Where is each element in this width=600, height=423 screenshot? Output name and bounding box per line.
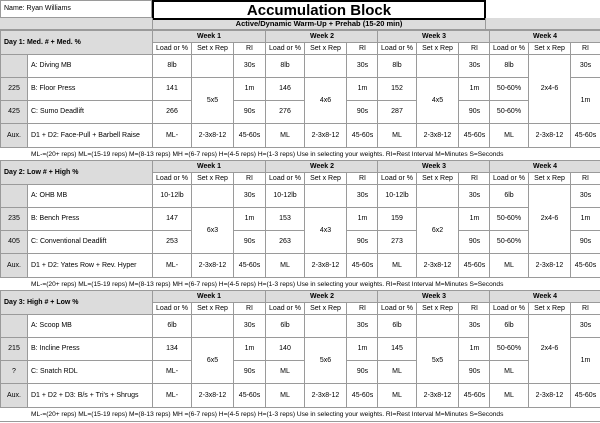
- column-subheader[interactable]: Set x Rep: [528, 172, 571, 185]
- column-subheader[interactable]: RI: [233, 42, 266, 55]
- column-subheader[interactable]: Set x Rep: [416, 42, 459, 55]
- max-number[interactable]: 405: [0, 230, 28, 254]
- load-cell[interactable]: 50-60%: [489, 230, 529, 254]
- setrep-cell[interactable]: 5x5: [191, 77, 234, 124]
- max-number[interactable]: 225: [0, 77, 28, 101]
- rest-cell[interactable]: 30s: [233, 314, 266, 338]
- column-subheader[interactable]: RI: [458, 172, 491, 185]
- load-cell[interactable]: 263: [265, 230, 305, 254]
- setrep-cell[interactable]: 6x3: [191, 207, 234, 254]
- rest-cell[interactable]: 30s: [346, 184, 379, 208]
- aux-exercise-name[interactable]: D1 + D2 + D3: B/s + Tri's + Shrugs: [27, 383, 153, 408]
- aux-cell[interactable]: 45-60s: [233, 253, 266, 278]
- rest-cell[interactable]: 1m: [346, 77, 379, 101]
- column-subheader[interactable]: RI: [346, 42, 379, 55]
- rest-cell[interactable]: 90s: [458, 230, 491, 254]
- rest-cell[interactable]: 30s: [458, 314, 491, 338]
- load-cell[interactable]: 50-60%: [489, 207, 529, 231]
- column-subheader[interactable]: Load or %: [152, 302, 192, 315]
- column-subheader[interactable]: Load or %: [152, 42, 192, 55]
- aux-cell[interactable]: 45-60s: [570, 123, 600, 148]
- column-subheader[interactable]: Load or %: [265, 42, 305, 55]
- week-header[interactable]: Week 1: [152, 290, 266, 303]
- week-header[interactable]: Week 2: [265, 290, 379, 303]
- setrep-cell[interactable]: 5x5: [416, 337, 459, 384]
- load-cell[interactable]: 253: [152, 230, 192, 254]
- load-cell[interactable]: 50-60%: [489, 77, 529, 101]
- week-header[interactable]: Week 3: [377, 30, 491, 43]
- aux-cell[interactable]: 45-60s: [233, 383, 266, 408]
- rest-cell[interactable]: 30s: [570, 184, 600, 208]
- rest-cell[interactable]: 90s: [458, 100, 491, 124]
- setrep-cell[interactable]: 2x4-6: [528, 314, 571, 384]
- aux-cell[interactable]: ML: [377, 383, 417, 408]
- load-cell[interactable]: ML: [265, 360, 305, 384]
- rest-cell[interactable]: 90s: [346, 100, 379, 124]
- aux-cell[interactable]: ML: [489, 383, 529, 408]
- rest-cell[interactable]: 30s: [346, 314, 379, 338]
- setrep-blank[interactable]: [191, 54, 234, 78]
- rest-cell[interactable]: 1m: [570, 207, 600, 231]
- column-subheader[interactable]: Set x Rep: [304, 42, 347, 55]
- setrep-blank[interactable]: [191, 184, 234, 208]
- aux-cell[interactable]: 2-3x8-12: [304, 383, 347, 408]
- exercise-name[interactable]: B: Bench Press: [27, 207, 153, 231]
- load-cell[interactable]: 6lb: [152, 314, 192, 338]
- aux-cell[interactable]: 2-3x8-12: [528, 123, 571, 148]
- aux-cell[interactable]: ML-: [152, 383, 192, 408]
- load-cell[interactable]: 6lb: [489, 184, 529, 208]
- load-cell[interactable]: 50-60%: [489, 337, 529, 361]
- load-cell[interactable]: 145: [377, 337, 417, 361]
- load-cell[interactable]: 152: [377, 77, 417, 101]
- load-cell[interactable]: 8lb: [152, 54, 192, 78]
- setrep-cell[interactable]: 2x4-6: [528, 54, 571, 124]
- column-subheader[interactable]: Load or %: [265, 302, 305, 315]
- load-cell[interactable]: 8lb: [489, 54, 529, 78]
- rest-cell[interactable]: 1m: [458, 77, 491, 101]
- rest-cell-merged[interactable]: 1m: [570, 337, 600, 384]
- intensity-legend-note: ML-=(20+ reps) ML=(15-19 reps) M=(8-13 reps) MH =(6-7 reps) H=(4-5 reps) H=(1-3 reps) Use in selecting your weights. RI=Rest Interval M=Minutes S=Seconds: [0, 408, 600, 422]
- max-number[interactable]: [0, 314, 28, 338]
- column-subheader[interactable]: Load or %: [377, 172, 417, 185]
- column-subheader[interactable]: Load or %: [377, 42, 417, 55]
- aux-cell[interactable]: 45-60s: [458, 383, 491, 408]
- aux-cell[interactable]: 45-60s: [458, 123, 491, 148]
- column-subheader[interactable]: Set x Rep: [191, 302, 234, 315]
- rest-cell[interactable]: 1m: [233, 207, 266, 231]
- setrep-cell[interactable]: 2x4-6: [528, 184, 571, 254]
- rest-cell[interactable]: 1m: [458, 337, 491, 361]
- week-header[interactable]: Week 1: [152, 30, 266, 43]
- aux-cell[interactable]: 2-3x8-12: [191, 383, 234, 408]
- aux-cell[interactable]: 2-3x8-12: [304, 253, 347, 278]
- week-header[interactable]: Week 1: [152, 160, 266, 173]
- exercise-name[interactable]: C: Conventional Deadlift: [27, 230, 153, 254]
- rest-cell[interactable]: 30s: [233, 184, 266, 208]
- rest-cell[interactable]: 90s: [233, 230, 266, 254]
- aux-exercise-name[interactable]: D1 + D2: Yates Row + Rev. Hyper: [27, 253, 153, 278]
- rest-cell[interactable]: 30s: [233, 54, 266, 78]
- day-title[interactable]: Day 2: Low # + High %: [0, 160, 153, 185]
- rest-cell[interactable]: 1m: [233, 337, 266, 361]
- column-subheader[interactable]: Set x Rep: [528, 42, 571, 55]
- column-subheader[interactable]: Load or %: [152, 172, 192, 185]
- column-subheader[interactable]: Load or %: [489, 302, 529, 315]
- aux-cell[interactable]: ML: [377, 123, 417, 148]
- aux-label[interactable]: Aux.: [0, 123, 28, 148]
- intensity-legend-note: ML-=(20+ reps) ML=(15-19 reps) M=(8-13 reps) MH =(6-7 reps) H=(4-5 reps) H=(1-3 reps) Use in selecting your weights. RI=Rest Interval M=Minutes S=Seconds: [0, 278, 600, 292]
- week-header[interactable]: Week 4: [489, 290, 600, 303]
- aux-cell[interactable]: ML: [489, 253, 529, 278]
- max-number[interactable]: 425: [0, 100, 28, 124]
- week-header[interactable]: Week 3: [377, 290, 491, 303]
- aux-cell[interactable]: 45-60s: [570, 253, 600, 278]
- load-cell[interactable]: ML: [377, 360, 417, 384]
- aux-label[interactable]: Aux.: [0, 383, 28, 408]
- setrep-blank[interactable]: [416, 54, 459, 78]
- column-subheader[interactable]: Load or %: [377, 302, 417, 315]
- block-title[interactable]: Accumulation Block: [152, 0, 486, 20]
- aux-cell[interactable]: ML-: [152, 123, 192, 148]
- setrep-cell[interactable]: 4x5: [416, 77, 459, 124]
- load-cell[interactable]: 8lb: [265, 54, 305, 78]
- aux-exercise-name[interactable]: D1 + D2: Face-Pull + Barbell Raise: [27, 123, 153, 148]
- load-cell[interactable]: 10-12lb: [377, 184, 417, 208]
- aux-cell[interactable]: 45-60s: [458, 253, 491, 278]
- rest-cell[interactable]: 90s: [570, 230, 600, 254]
- aux-cell[interactable]: ML-: [152, 253, 192, 278]
- aux-cell[interactable]: 2-3x8-12: [528, 253, 571, 278]
- rest-cell[interactable]: 30s: [570, 314, 600, 338]
- column-subheader[interactable]: Set x Rep: [304, 302, 347, 315]
- load-cell[interactable]: 140: [265, 337, 305, 361]
- setrep-blank[interactable]: [416, 184, 459, 208]
- load-cell[interactable]: 134: [152, 337, 192, 361]
- setrep-cell[interactable]: 6x5: [191, 337, 234, 384]
- column-subheader[interactable]: Set x Rep: [528, 302, 571, 315]
- load-cell[interactable]: 6lb: [377, 314, 417, 338]
- exercise-name[interactable]: A: OHB MB: [27, 184, 153, 208]
- rest-cell[interactable]: 90s: [233, 100, 266, 124]
- week-header[interactable]: Week 2: [265, 160, 379, 173]
- max-number[interactable]: ?: [0, 360, 28, 384]
- load-cell[interactable]: 153: [265, 207, 305, 231]
- aux-cell[interactable]: 2-3x8-12: [416, 383, 459, 408]
- week-header[interactable]: Week 2: [265, 30, 379, 43]
- exercise-name[interactable]: A: Scoop MB: [27, 314, 153, 338]
- warmup-subtitle[interactable]: Active/Dynamic Warm-Up + Prehab (15-20 min): [152, 18, 486, 30]
- day-title[interactable]: Day 1: Med. # + Med. %: [0, 30, 153, 55]
- load-cell[interactable]: 159: [377, 207, 417, 231]
- exercise-name[interactable]: C: Sumo Deadlift: [27, 100, 153, 124]
- load-cell[interactable]: 276: [265, 100, 305, 124]
- rest-cell[interactable]: 30s: [570, 54, 600, 78]
- load-cell[interactable]: 141: [152, 77, 192, 101]
- setrep-blank[interactable]: [304, 314, 347, 338]
- column-subheader[interactable]: Set x Rep: [416, 172, 459, 185]
- load-cell[interactable]: 50-60%: [489, 100, 529, 124]
- intensity-legend-note: ML-=(20+ reps) ML=(15-19 reps) M=(8-13 reps) MH =(6-7 reps) H=(4-5 reps) H=(1-3 reps) Use in selecting your weights. RI=Rest Interval M=Minutes S=Seconds: [0, 148, 600, 162]
- setrep-blank[interactable]: [416, 314, 459, 338]
- max-number[interactable]: 215: [0, 337, 28, 361]
- setrep-blank[interactable]: [304, 54, 347, 78]
- column-subheader[interactable]: RI: [346, 302, 379, 315]
- load-cell[interactable]: 6lb: [265, 314, 305, 338]
- aux-cell[interactable]: 2-3x8-12: [416, 123, 459, 148]
- column-subheader[interactable]: Set x Rep: [304, 172, 347, 185]
- column-subheader[interactable]: RI: [458, 42, 491, 55]
- rest-cell[interactable]: 90s: [346, 360, 379, 384]
- setrep-cell[interactable]: 6x2: [416, 207, 459, 254]
- aux-cell[interactable]: 2-3x8-12: [191, 123, 234, 148]
- exercise-name[interactable]: C: Snatch RDL: [27, 360, 153, 384]
- aux-cell[interactable]: 45-60s: [570, 383, 600, 408]
- column-subheader[interactable]: RI: [570, 302, 600, 315]
- column-subheader[interactable]: Set x Rep: [191, 42, 234, 55]
- day-title[interactable]: Day 3: High # + Low %: [0, 290, 153, 315]
- load-cell[interactable]: 6lb: [489, 314, 529, 338]
- column-subheader[interactable]: RI: [233, 302, 266, 315]
- setrep-blank[interactable]: [191, 314, 234, 338]
- column-subheader[interactable]: Load or %: [265, 172, 305, 185]
- setrep-cell[interactable]: 4x3: [304, 207, 347, 254]
- max-number[interactable]: [0, 184, 28, 208]
- load-cell[interactable]: 10-12lb: [265, 184, 305, 208]
- setrep-cell[interactable]: 5x6: [304, 337, 347, 384]
- aux-cell[interactable]: ML: [489, 123, 529, 148]
- week-header[interactable]: Week 4: [489, 160, 600, 173]
- load-cell[interactable]: 273: [377, 230, 417, 254]
- column-subheader[interactable]: RI: [570, 172, 600, 185]
- load-cell[interactable]: 10-12lb: [152, 184, 192, 208]
- exercise-name[interactable]: B: Floor Press: [27, 77, 153, 101]
- column-subheader[interactable]: Load or %: [489, 42, 529, 55]
- load-cell[interactable]: 147: [152, 207, 192, 231]
- rest-cell[interactable]: 30s: [458, 54, 491, 78]
- column-subheader[interactable]: Set x Rep: [191, 172, 234, 185]
- aux-cell[interactable]: 2-3x8-12: [528, 383, 571, 408]
- column-subheader[interactable]: Set x Rep: [416, 302, 459, 315]
- setrep-cell[interactable]: 4x6: [304, 77, 347, 124]
- rest-cell[interactable]: 1m: [458, 207, 491, 231]
- load-cell[interactable]: 146: [265, 77, 305, 101]
- column-subheader[interactable]: RI: [233, 172, 266, 185]
- aux-cell[interactable]: ML: [265, 383, 305, 408]
- aux-cell[interactable]: 2-3x8-12: [191, 253, 234, 278]
- rest-cell[interactable]: 1m: [346, 207, 379, 231]
- column-subheader[interactable]: RI: [346, 172, 379, 185]
- week-header[interactable]: Week 3: [377, 160, 491, 173]
- aux-label[interactable]: Aux.: [0, 253, 28, 278]
- aux-cell[interactable]: ML: [265, 253, 305, 278]
- rest-cell[interactable]: 1m: [346, 337, 379, 361]
- load-cell[interactable]: ML-: [152, 360, 192, 384]
- setrep-blank[interactable]: [304, 184, 347, 208]
- exercise-name[interactable]: B: Incline Press: [27, 337, 153, 361]
- rest-cell[interactable]: 1m: [233, 77, 266, 101]
- aux-cell[interactable]: ML: [377, 253, 417, 278]
- max-number[interactable]: [0, 54, 28, 78]
- athlete-name[interactable]: Name: Ryan Williams: [0, 0, 152, 18]
- load-cell[interactable]: 8lb: [377, 54, 417, 78]
- aux-cell[interactable]: 45-60s: [346, 253, 379, 278]
- aux-cell[interactable]: 45-60s: [346, 123, 379, 148]
- aux-cell[interactable]: 45-60s: [346, 383, 379, 408]
- rest-cell[interactable]: 90s: [346, 230, 379, 254]
- exercise-name[interactable]: A: Diving MB: [27, 54, 153, 78]
- aux-cell[interactable]: 2-3x8-12: [416, 253, 459, 278]
- aux-cell[interactable]: 45-60s: [233, 123, 266, 148]
- max-number[interactable]: 235: [0, 207, 28, 231]
- rest-cell[interactable]: 30s: [346, 54, 379, 78]
- load-cell[interactable]: ML: [489, 360, 529, 384]
- column-subheader[interactable]: Load or %: [489, 172, 529, 185]
- week-header[interactable]: Week 4: [489, 30, 600, 43]
- aux-cell[interactable]: ML: [265, 123, 305, 148]
- load-cell[interactable]: 287: [377, 100, 417, 124]
- rest-cell[interactable]: 30s: [458, 184, 491, 208]
- rest-cell[interactable]: 90s: [233, 360, 266, 384]
- column-subheader[interactable]: RI: [570, 42, 600, 55]
- load-cell[interactable]: 266: [152, 100, 192, 124]
- aux-cell[interactable]: 2-3x8-12: [304, 123, 347, 148]
- column-subheader[interactable]: RI: [458, 302, 491, 315]
- rest-cell[interactable]: 90s: [458, 360, 491, 384]
- rest-cell-merged[interactable]: 1m: [570, 77, 600, 124]
